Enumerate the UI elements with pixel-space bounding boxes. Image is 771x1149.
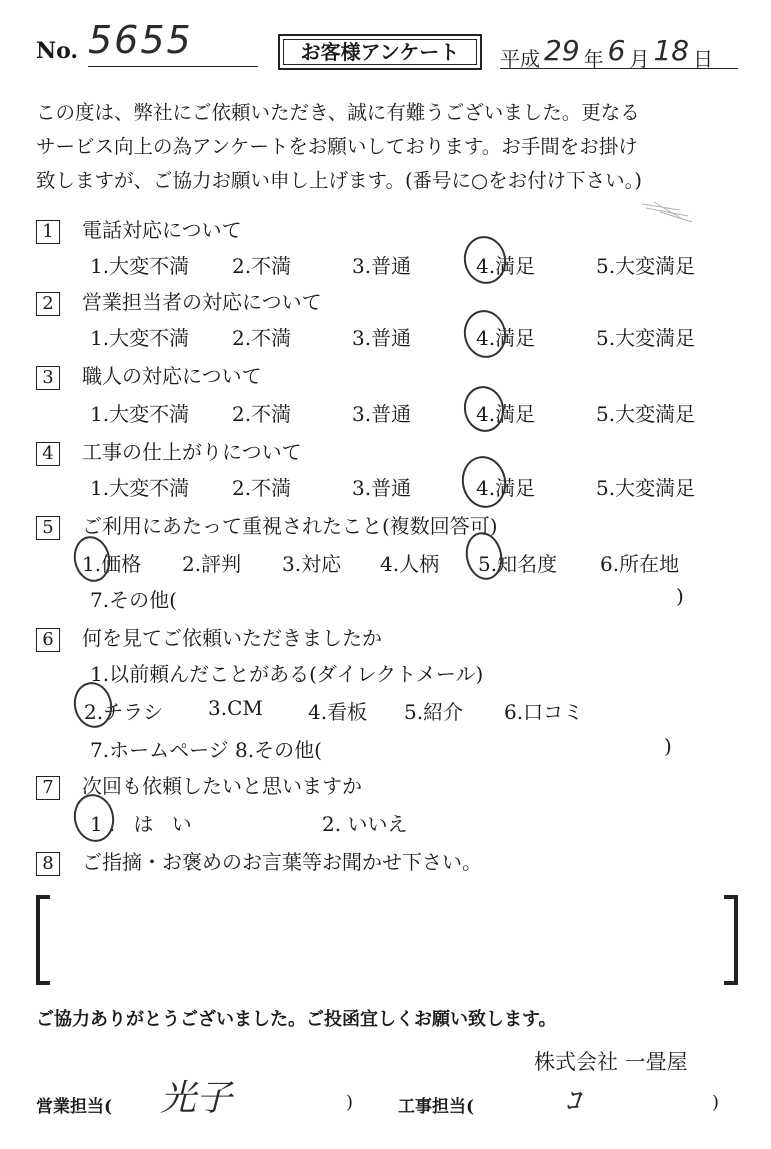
- other-close-paren: ): [664, 734, 672, 758]
- title-inner-frame: [283, 39, 477, 65]
- question-text: 営業担当者の対応について: [82, 290, 322, 314]
- answer-circle: [460, 382, 509, 435]
- option-dissatisfied[interactable]: 2.不満: [232, 402, 292, 426]
- option-price[interactable]: 1.価格: [82, 552, 142, 576]
- form-title: [278, 34, 482, 70]
- number-label: No.: [36, 38, 79, 64]
- option-very-dissatisfied[interactable]: 1.大変不満: [90, 254, 190, 278]
- option-very-dissatisfied[interactable]: 1.大変不満: [90, 402, 190, 426]
- option-neutral[interactable]: 3.普通: [352, 402, 412, 426]
- option-dissatisfied[interactable]: 2.不満: [232, 326, 292, 350]
- question-text: ご指摘・お褒めのお言葉等お聞かせ下さい。: [82, 850, 482, 874]
- question-text: 職人の対応について: [82, 364, 262, 388]
- question-number: 1: [36, 220, 60, 244]
- intro-line: サービス向上の為アンケートをお願いしております。お手間をお掛け: [36, 135, 638, 158]
- other-close-paren: ): [676, 584, 684, 608]
- option-homepage-other[interactable]: 7.ホームページ 8.その他(: [90, 738, 322, 762]
- option-very-satisfied[interactable]: 5.大変満足: [596, 326, 696, 350]
- work-close-paren: ): [712, 1092, 720, 1113]
- option-dissatisfied[interactable]: 2.不満: [232, 476, 292, 500]
- option-reputation[interactable]: 2.評判: [182, 552, 242, 576]
- question-3: [36, 360, 262, 390]
- option-service[interactable]: 3.対応: [282, 552, 342, 576]
- month-unit: 月: [629, 47, 650, 71]
- year-unit: 年: [583, 47, 604, 71]
- ink-smudge: [640, 198, 694, 224]
- answer-circle: [457, 452, 511, 512]
- question-6: [36, 622, 382, 652]
- question-5: [36, 510, 498, 540]
- option-dissatisfied[interactable]: 2.不満: [232, 254, 292, 278]
- survey-number: 5655: [88, 18, 193, 62]
- question-4: [36, 436, 302, 466]
- question-1: [36, 214, 242, 244]
- year-value: 29: [544, 34, 580, 67]
- option-word-of-mouth[interactable]: 6.口コミ: [504, 700, 584, 724]
- day-value: 18: [653, 34, 690, 67]
- day-unit: 日: [693, 47, 714, 71]
- option-satisfied[interactable]: 4.満足: [476, 254, 536, 278]
- option-satisfied[interactable]: 4.満足: [476, 402, 536, 426]
- option-location[interactable]: 6.所在地: [600, 552, 680, 576]
- question-text: ご利用にあたって重視されたこと(複数回答可): [82, 514, 498, 538]
- option-neutral[interactable]: 3.普通: [352, 326, 412, 350]
- date-underline: [500, 68, 738, 69]
- option-neutral[interactable]: 3.普通: [352, 254, 412, 278]
- question-number: 8: [36, 852, 60, 876]
- option-signboard[interactable]: 4.看板: [308, 700, 368, 724]
- option-very-satisfied[interactable]: 5.大変満足: [596, 402, 696, 426]
- option-other[interactable]: 7.その他(: [90, 588, 177, 612]
- comment-bracket-left: [36, 895, 50, 985]
- intro-text: [36, 96, 756, 198]
- option-flyer[interactable]: 2.チラシ: [84, 700, 164, 724]
- answer-circle: [459, 306, 510, 362]
- option-yes[interactable]: 1. は い: [90, 812, 198, 836]
- question-number: 7: [36, 776, 60, 800]
- option-very-satisfied[interactable]: 5.大変満足: [596, 476, 696, 500]
- option-neutral[interactable]: 3.普通: [352, 476, 412, 500]
- option-very-satisfied[interactable]: 5.大変満足: [596, 254, 696, 278]
- question-8: [36, 846, 482, 876]
- option-name-recognition[interactable]: 5.知名度: [478, 552, 558, 576]
- answer-circle: [70, 533, 115, 585]
- option-personality[interactable]: 4.人柄: [380, 552, 440, 576]
- question-number: 2: [36, 292, 60, 316]
- option-cm[interactable]: 3.CM: [208, 696, 263, 720]
- sales-close-paren: ): [346, 1092, 354, 1113]
- question-text: 電話対応について: [82, 218, 242, 242]
- question-number: 6: [36, 628, 60, 652]
- question-number: 4: [36, 442, 60, 466]
- number-underline: [88, 66, 258, 67]
- answer-circle: [459, 232, 510, 288]
- question-text: 次回も依頼したいと思いますか: [82, 774, 362, 798]
- work-rep-label: 工事担当(: [398, 1097, 475, 1117]
- question-number: 3: [36, 366, 60, 390]
- comment-bracket-right: [724, 895, 738, 985]
- thanks-message: ご協力ありがとうございました。ご投函宜しくお願い致します。: [36, 1009, 557, 1030]
- intro-line: 致しますが、ご協力お願い申し上げます。(番号に○をお付け下さい。): [36, 169, 642, 192]
- era-label: 平成: [500, 47, 540, 71]
- question-text: 何を見てご依頼いただきましたか: [82, 626, 382, 650]
- option-no[interactable]: 2. いいえ: [322, 812, 408, 836]
- month-value: 6: [607, 34, 626, 67]
- option-satisfied[interactable]: 4.満足: [476, 326, 536, 350]
- sales-rep-label: 営業担当(: [36, 1097, 113, 1117]
- question-number: 5: [36, 516, 60, 540]
- company-name: 株式会社 一畳屋: [534, 1050, 688, 1074]
- option-referral[interactable]: 5.紹介: [404, 700, 464, 724]
- work-rep-name[interactable]: ｺ: [565, 1084, 580, 1119]
- intro-line: この度は、弊社にご依頼いただき、誠に有難うございました。更なる: [36, 101, 640, 124]
- question-2: [36, 286, 322, 316]
- option-very-dissatisfied[interactable]: 1.大変不満: [90, 326, 190, 350]
- option-very-dissatisfied[interactable]: 1.大変不満: [90, 476, 190, 500]
- option-previous-request[interactable]: 1.以前頼んだことがある(ダイレクトメール): [90, 662, 484, 686]
- form-title-text: お客様アンケート: [300, 40, 460, 64]
- question-text: 工事の仕上がりについて: [82, 440, 302, 464]
- sales-rep-name[interactable]: 光子: [160, 1078, 233, 1119]
- option-satisfied[interactable]: 4.満足: [476, 476, 536, 500]
